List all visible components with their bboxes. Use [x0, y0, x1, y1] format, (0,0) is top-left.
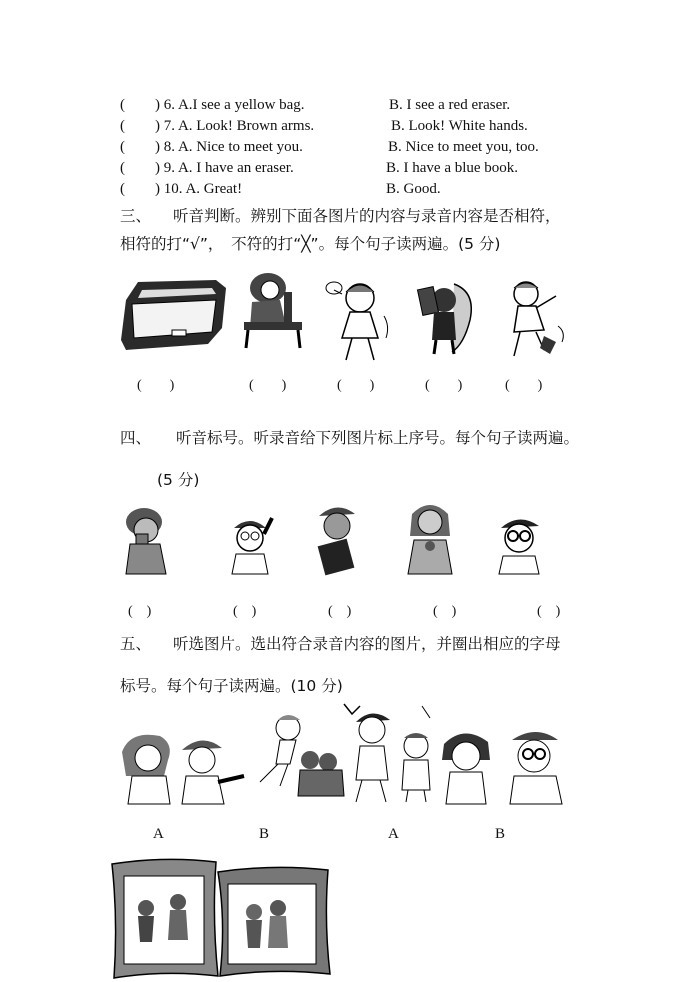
section-3-blank-3[interactable]: ( )	[337, 378, 375, 393]
section-4-heading: 四、 听音标号。听录音给下列图片标上序号。每个句子读两遍。	[120, 429, 580, 447]
question-9-option-b: B. I have a blue book.	[386, 160, 519, 176]
section-5-option-b-1[interactable]: B	[259, 826, 270, 842]
girl-dancing-icon	[500, 276, 570, 364]
girl-waving-icon	[320, 276, 398, 364]
section-5-instructions: 标号。每个句子读两遍。(10 分)	[120, 677, 343, 695]
framed-picture-icon	[214, 864, 332, 978]
section-3-blank-4[interactable]: ( )	[425, 378, 463, 393]
boy-pointing-icon	[226, 514, 278, 576]
girl-boy-glasses-icon	[440, 726, 570, 806]
section-3-blank-1[interactable]: ( )	[137, 378, 175, 393]
section-3-blank-5[interactable]: ( )	[505, 378, 543, 393]
question-10: ( ) 10. A. Great!	[120, 181, 243, 197]
section-4-blank-3[interactable]: ( )	[328, 604, 352, 619]
question-6: ( ) 6. A.I see a yellow bag.	[120, 97, 305, 113]
question-10-option-b: B. Good.	[386, 181, 441, 197]
section-4-blank-2[interactable]: ( )	[233, 604, 257, 619]
briefcase-icon	[118, 278, 228, 352]
two-girls-icon	[120, 730, 246, 806]
question-8-option-b: B. Nice to meet you, too.	[388, 139, 539, 155]
girl-hands-together-icon	[404, 496, 456, 576]
boy-holding-book-icon	[313, 502, 363, 574]
section-3-instructions: 相符的打“√”， 不符的打“╳”。每个句子读两遍。(5 分)	[120, 235, 501, 253]
question-6-option-b: B. I see a red eraser.	[389, 97, 511, 113]
section-3-blank-2[interactable]: ( )	[249, 378, 287, 393]
section-4-score: (5 分)	[157, 471, 200, 489]
squirrel-book-icon	[414, 274, 476, 356]
question-8: ( ) 8. A. Nice to meet you.	[120, 139, 303, 155]
boy-glasses-icon	[495, 512, 545, 576]
section-5-option-a-1[interactable]: A	[153, 826, 164, 842]
section-5-option-a-2[interactable]: A	[388, 826, 399, 842]
question-7-option-b: B. Look! White hands.	[391, 118, 528, 134]
teacher-children-icon	[254, 712, 348, 804]
section-4-blank-5[interactable]: ( )	[537, 604, 561, 619]
section-4-blank-1[interactable]: ( )	[128, 604, 152, 619]
section-3-heading: 三、 听音判断。辨别下面各图片的内容与录音内容是否相符，	[120, 207, 561, 225]
question-7: ( ) 7. A. Look! Brown arms.	[120, 118, 315, 134]
girl-on-chair-icon	[236, 270, 308, 350]
section-5-option-b-2[interactable]: B	[495, 826, 506, 842]
section-5-heading: 五、 听选图片。选出符合录音内容的图片，并圈出相应的字母	[120, 635, 561, 653]
girl-hand-mouth-icon	[120, 504, 172, 576]
framed-picture-icon	[108, 858, 220, 980]
question-9: ( ) 9. A. I have an eraser.	[120, 160, 294, 176]
boy-waving-girl-icon	[342, 702, 440, 806]
section-4-blank-4[interactable]: ( )	[433, 604, 457, 619]
